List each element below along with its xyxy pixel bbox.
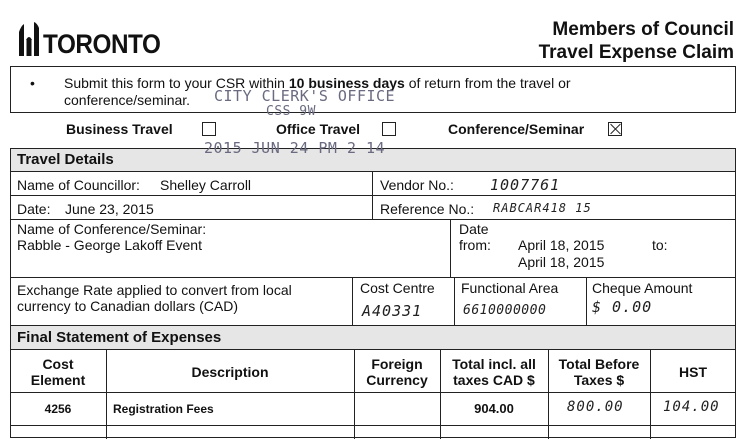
col-total-line1: Total incl. all — [452, 356, 536, 372]
col-total-before-taxes — [548, 356, 650, 388]
divider — [352, 277, 353, 325]
row-total-before-taxes[interactable]: 800.00 — [567, 399, 624, 415]
functional-area-label: Functional Area — [461, 280, 559, 296]
from-label: from: — [459, 237, 491, 253]
col-description: Description — [191, 364, 269, 380]
divider — [10, 425, 736, 426]
city-logo — [18, 20, 174, 59]
col-foreign-currency — [354, 356, 440, 388]
conference-name-label: Name of Conference/Seminar: — [17, 221, 207, 237]
form-title-line1: Members of Council — [552, 19, 734, 40]
instruction-text-before: Submit this form to your CSR within — [64, 75, 289, 91]
cheque-amount-value[interactable]: $ 0.00 — [592, 298, 653, 316]
col-foreign-line2: Currency — [366, 372, 428, 388]
conference-seminar-label: Conference/Seminar — [448, 121, 585, 137]
received-stamp-office: CITY CLERK'S OFFICE — [214, 87, 396, 105]
reference-value[interactable]: RABCAR418 15 — [493, 201, 592, 215]
col-foreign-line1: Foreign — [371, 356, 423, 372]
row-cost-element[interactable]: 4256 — [44, 402, 72, 416]
exchange-rate-label-line2: currency to Canadian dollars (CAD) — [17, 298, 238, 314]
col-before-line2: Taxes $ — [573, 372, 625, 388]
from-value[interactable]: April 18, 2015 — [518, 237, 605, 253]
logo-wordmark: TORONTO — [43, 29, 161, 59]
col-total-line2: taxes CAD $ — [453, 372, 535, 388]
business-travel-label: Business Travel — [66, 121, 173, 137]
received-stamp-date: 2015 JUN 24 PM 2 14 — [204, 139, 386, 157]
col-cost-element-line2: Element — [30, 372, 86, 388]
travel-details-header: Travel Details — [11, 149, 735, 171]
col-cost-element — [10, 356, 106, 388]
form-title-line2: Travel Expense Claim — [538, 42, 734, 63]
divider — [10, 195, 736, 196]
conference-name-value[interactable]: Rabble - George Lakoff Event — [17, 237, 202, 253]
table-row — [10, 393, 736, 425]
divider — [450, 219, 451, 277]
instruction-text-after: of return from the travel or conference/seminar. — [64, 75, 571, 108]
divider — [586, 277, 587, 325]
office-travel-checkbox[interactable] — [382, 122, 396, 136]
cost-centre-label: Cost Centre — [360, 280, 435, 296]
vendor-label: Vendor No.: — [380, 177, 454, 193]
form-title — [539, 18, 734, 64]
row-total-incl-taxes[interactable]: 904.00 — [474, 401, 514, 416]
date-value[interactable]: June 23, 2015 — [65, 201, 154, 217]
reference-label: Reference No.: — [380, 201, 475, 217]
to-label: to: — [652, 237, 668, 253]
exchange-rate-label-line1: Exchange Rate applied to convert from local — [17, 282, 292, 298]
final-statement-header: Final Statement of Expenses — [11, 326, 735, 349]
col-cost-element-line1: Cost — [42, 356, 74, 372]
councillor-value[interactable]: Shelley Carroll — [160, 177, 252, 193]
col-hst: HST — [679, 364, 707, 380]
conference-seminar-checkbox[interactable] — [608, 122, 622, 136]
vendor-value[interactable]: 1007761 — [490, 176, 561, 194]
divider — [454, 277, 455, 325]
councillor-label: Name of Councillor: — [17, 177, 140, 193]
col-total-incl-taxes — [440, 356, 548, 388]
cost-centre-value[interactable]: A40331 — [362, 302, 423, 320]
cheque-amount-label: Cheque Amount — [592, 280, 693, 296]
business-travel-checkbox[interactable] — [202, 122, 216, 136]
to-value[interactable]: April 18, 2015 — [518, 254, 605, 270]
row-hst[interactable]: 104.00 — [663, 399, 720, 415]
divider — [10, 349, 736, 350]
received-stamp-dept: CSS 9W — [266, 104, 316, 119]
instruction-deadline: 10 business days — [288, 75, 405, 91]
bullet: • — [30, 75, 35, 91]
date-range-label: Date — [459, 221, 489, 237]
date-label: Date: — [17, 201, 51, 217]
city-hall-icon — [18, 22, 40, 56]
row-description[interactable]: Registration Fees — [113, 402, 214, 416]
divider — [10, 277, 736, 278]
col-before-line1: Total Before — [558, 356, 640, 372]
office-travel-label: Office Travel — [276, 121, 361, 137]
functional-area-value[interactable]: 6610000000 — [463, 303, 547, 318]
